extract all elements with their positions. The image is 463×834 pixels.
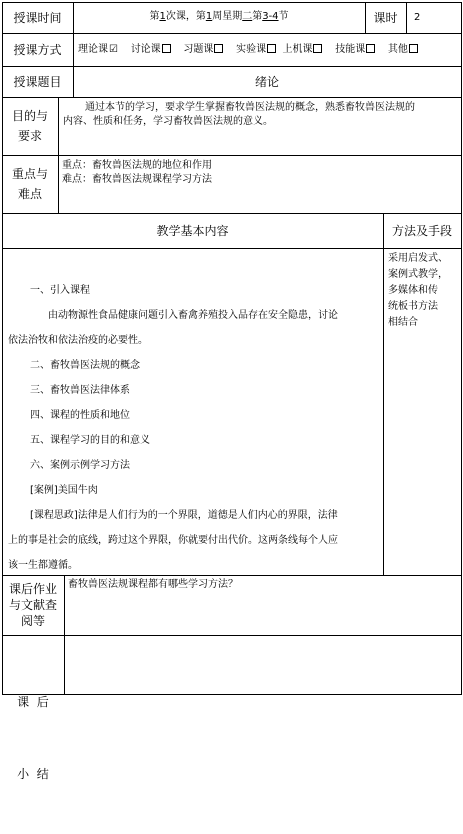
hours-value: 2	[414, 12, 421, 23]
homework-label	[2, 581, 64, 629]
mode-option-label: 习题课	[183, 44, 214, 55]
mode-option-computer[interactable]	[282, 44, 322, 55]
homework-label-line: 与文献查	[8, 598, 57, 612]
checkbox-icon	[313, 44, 322, 53]
focus-label-line: 难点	[17, 187, 42, 201]
section-heading: 六、案例示例学习方法	[30, 460, 130, 471]
section-heading: 二、畜牧兽医法规的概念	[30, 360, 140, 371]
schedule-part: 节	[278, 11, 289, 22]
section-heading: 三、畜牧兽医法律体系	[30, 385, 130, 396]
week-number: 1	[205, 11, 213, 22]
ideology-line: 该一生都遵循。	[8, 560, 78, 571]
mode-option-lab[interactable]	[236, 44, 276, 55]
methods-line: 多媒体和传	[388, 285, 438, 296]
rule	[2, 694, 461, 695]
topic-value: 绪论	[254, 75, 279, 89]
methods-line: 统板书方法	[388, 301, 438, 312]
rule	[2, 635, 461, 636]
focus-text	[62, 159, 457, 187]
mode-option-label: 技能课	[335, 44, 366, 55]
case-line: [案例]美国牛肉	[30, 485, 98, 496]
hours-label: 课时	[373, 11, 398, 25]
rule	[2, 66, 461, 67]
methods-text	[388, 251, 459, 331]
checkbox-icon	[409, 44, 418, 53]
difficult-point: 难点：畜牧兽医法规课程学习方法	[62, 174, 212, 185]
mode-option-label: 理论课	[78, 44, 108, 55]
goal-label	[2, 106, 58, 146]
ideology-line: 上的事是社会的底线，跨过这个界限，你就要付出代价。这两条线每个人应	[8, 535, 338, 546]
mode-option-theory[interactable]	[78, 44, 118, 55]
rule	[461, 2, 462, 695]
rule	[2, 213, 461, 214]
time-label: 授课时间	[13, 11, 62, 25]
rule	[2, 33, 461, 34]
checkbox-icon	[267, 44, 276, 53]
topic-label: 授课题目	[13, 75, 62, 89]
schedule-part: 第	[149, 11, 160, 22]
checked-box-icon: ☑	[109, 44, 118, 55]
mode-option-other[interactable]	[388, 44, 418, 55]
rule	[2, 248, 461, 249]
homework-label-line: 阅等	[20, 614, 45, 628]
section-text-line: 由动物源性食品健康问题引入畜禽养殖投入品存在安全隐患，讨论	[48, 310, 338, 321]
mode-option-exercise[interactable]	[183, 44, 223, 55]
section-heading: 一、引入课程	[30, 285, 90, 296]
mode-option-label: 实验课	[236, 44, 267, 55]
content-header: 教学基本内容	[156, 224, 229, 238]
period-range: 3-4	[262, 11, 279, 22]
mode-option-label: 其他	[387, 44, 408, 55]
content-body	[8, 278, 380, 578]
methods-header: 方法及手段	[391, 224, 452, 238]
methods-line: 采用启发式、	[388, 253, 448, 264]
section-heading: 五、课程学习的目的和意义	[30, 435, 150, 446]
mode-option-label: 上机课	[282, 44, 313, 55]
checkbox-icon	[214, 44, 223, 53]
schedule-text	[73, 10, 365, 24]
ideology-line: [课程思政]法律是人们行为的一个界限，道德是人们内心的界限，法律	[30, 510, 338, 521]
checkbox-icon	[366, 44, 375, 53]
rule	[383, 213, 384, 576]
rule	[64, 575, 65, 695]
mode-option-discussion[interactable]	[131, 44, 171, 55]
mode-label: 授课方式	[13, 43, 62, 57]
mode-option-skill[interactable]	[335, 44, 375, 55]
goal-label-line: 要求	[17, 129, 42, 143]
weekday-value: 二	[242, 11, 253, 22]
summary-label-line: 小 结	[17, 767, 49, 781]
key-point: 重点：畜牧兽医法规的地位和作用	[62, 160, 212, 171]
section-heading: 四、课程的性质和地位	[30, 410, 130, 421]
rule	[2, 97, 461, 98]
checkbox-icon	[162, 44, 171, 53]
homework-label-line: 课后作业	[8, 582, 57, 596]
rule	[58, 97, 59, 214]
methods-line: 案例式教学，	[388, 269, 448, 280]
mode-option-label: 讨论课	[130, 44, 161, 55]
summary-label	[2, 642, 64, 834]
goal-text	[63, 101, 458, 129]
homework-text: 畜牧兽医法规课程都有哪些学习方法？	[68, 579, 238, 590]
rule	[2, 2, 461, 3]
methods-line: 相结合	[388, 317, 418, 328]
focus-label-line: 重点与	[11, 167, 48, 181]
schedule-part: 第	[252, 11, 263, 22]
summary-label-line: 课 后	[17, 695, 49, 709]
goal-text-line: 通过本节的学习，要求学生掌握畜牧兽医法规的概念，熟悉畜牧兽医法规的	[85, 102, 415, 113]
section-text-line: 依法治牧和依法治疫的必要性。	[8, 335, 148, 346]
rule	[406, 2, 407, 34]
rule	[2, 155, 461, 156]
schedule-part: 次课，第	[165, 11, 206, 22]
schedule-part: 周星期	[212, 11, 243, 22]
mode-options	[78, 43, 458, 57]
lesson-number: 1	[159, 11, 166, 22]
goal-text-line: 内容、性质和任务，学习畜牧兽医法规的意义。	[63, 116, 273, 127]
focus-label	[2, 164, 58, 204]
goal-label-line: 目的与	[11, 109, 48, 123]
